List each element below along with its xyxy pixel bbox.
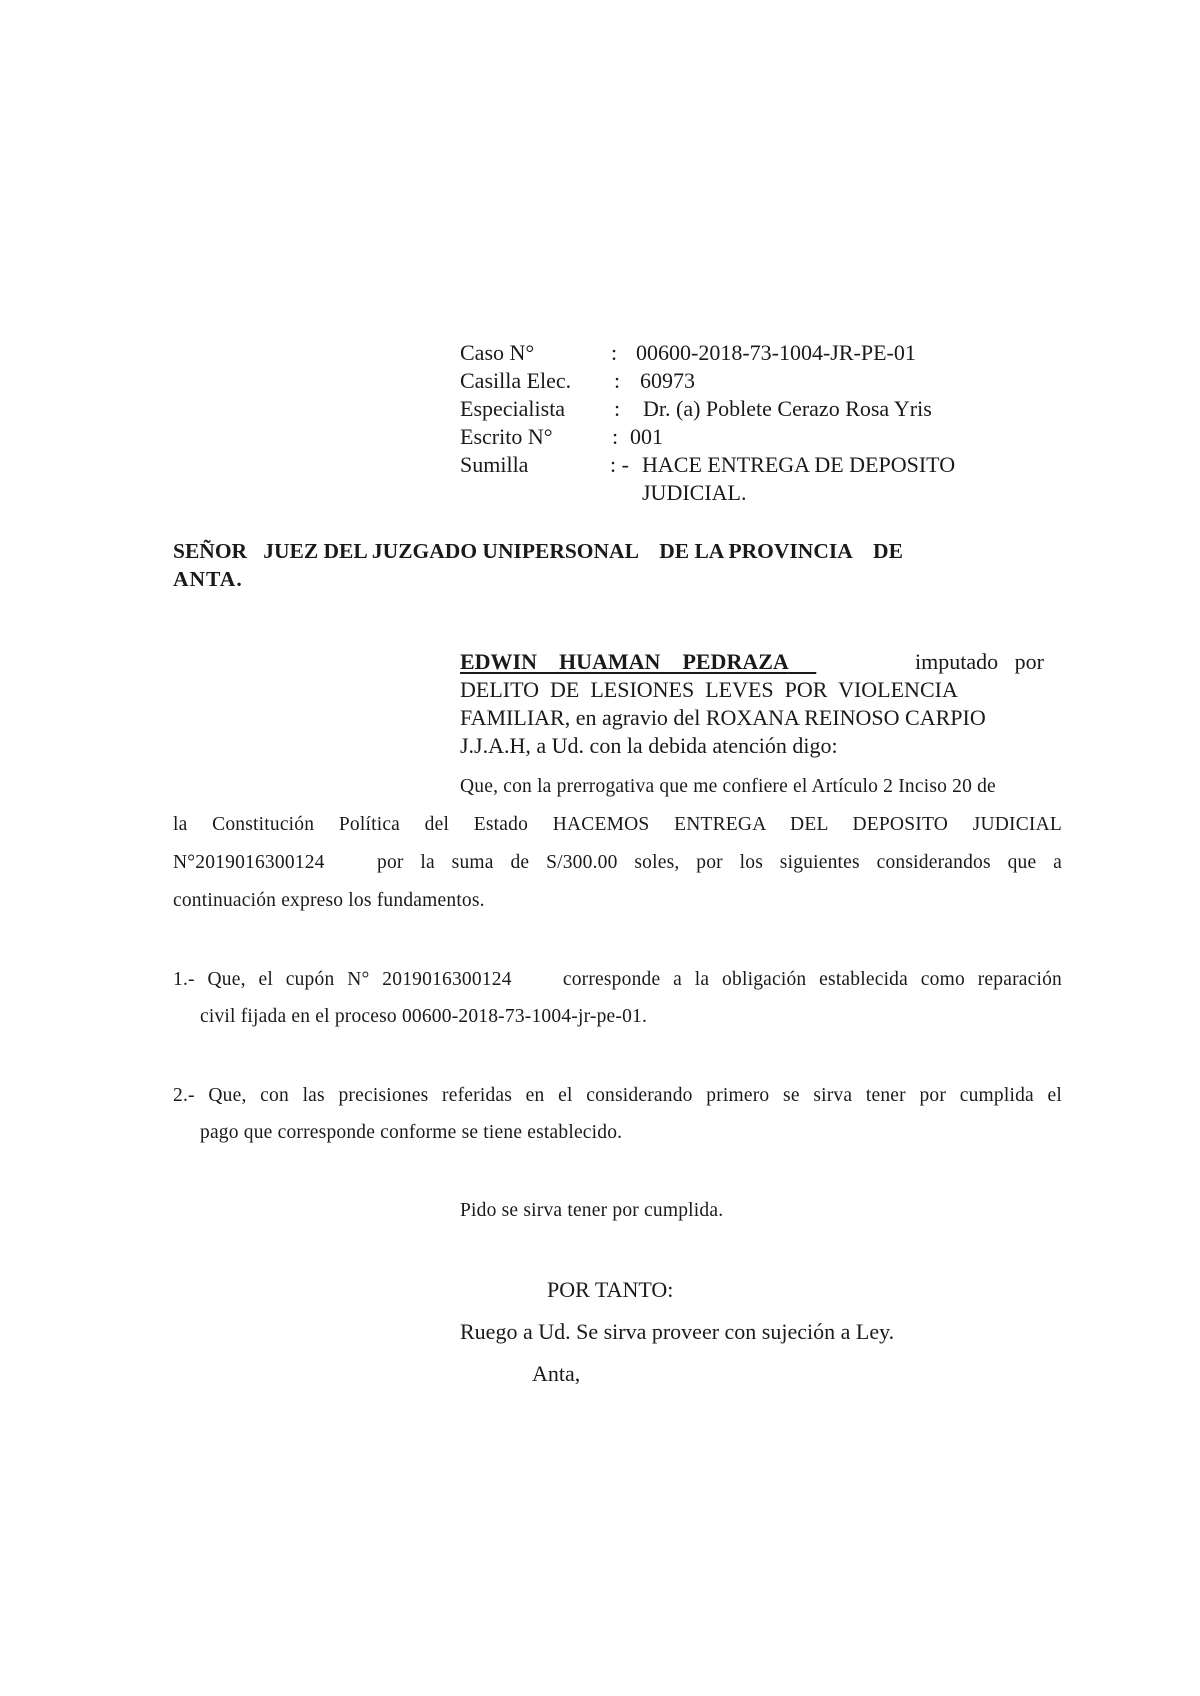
specialist-label: Especialista bbox=[460, 396, 566, 421]
writ-number-separator: : bbox=[612, 424, 619, 449]
specialist-value: Dr. (a) Poblete Cerazo Rosa Yris bbox=[643, 396, 932, 421]
item-2-line-1: 2.- Que, con las precisiones referidas en el considerando primero se sirva tener por cumplida el bbox=[173, 1085, 1062, 1106]
request-line: Pido se sirva tener por cumplida. bbox=[460, 1200, 724, 1221]
item-2-line-2: pago que corresponde conforme se tiene establecido. bbox=[200, 1122, 623, 1143]
case-number-separator: : bbox=[611, 340, 618, 365]
defendant-role: imputado por bbox=[915, 649, 1044, 674]
paragraph-line-2: la Constitución Política del Estado HACEMOS ENTREGA DEL DEPOSITO JUDICIAL bbox=[173, 814, 1062, 835]
paragraph-line-1: Que, con la prerrogativa que me confiere el Artículo 2 Inciso 20 de bbox=[460, 776, 996, 797]
casilla-label: Casilla Elec. bbox=[460, 368, 572, 393]
item-1-line-1: 1.- Que, el cupón N° 2019016300124 corresponde a la obligación establecida como reparación bbox=[173, 969, 1062, 990]
place-line: Anta, bbox=[532, 1361, 581, 1386]
writ-number-value: 001 bbox=[630, 424, 663, 449]
writ-number-label: Escrito N° bbox=[460, 424, 553, 449]
intro-line-2: DELITO DE LESIONES LEVES POR VIOLENCIA bbox=[460, 677, 958, 702]
sumilla-value-continued: JUDICIAL. bbox=[642, 480, 747, 505]
specialist-separator: : bbox=[614, 396, 621, 421]
casilla-value: 60973 bbox=[640, 368, 695, 393]
casilla-separator: : bbox=[614, 368, 621, 393]
paragraph-line-4: continuación expreso los fundamentos. bbox=[173, 890, 485, 911]
defendant-name: EDWIN HUAMAN PEDRAZA bbox=[460, 649, 789, 674]
addressee-line-2: ANTA. bbox=[173, 567, 243, 591]
intro-line-3: FAMILIAR, en agravio del ROXANA REINOSO CARPIO bbox=[460, 705, 986, 730]
sumilla-separator: : - bbox=[610, 452, 629, 477]
item-1-line-2: civil fijada en el proceso 00600-2018-73-1004-jr-pe-01. bbox=[200, 1006, 648, 1027]
addressee-line-1: SEÑOR JUEZ DEL JUZGADO UNIPERSONAL DE LA PROVINCIA DE bbox=[173, 539, 903, 563]
ruego-line: Ruego a Ud. Se sirva proveer con sujeción a Ley. bbox=[460, 1319, 895, 1344]
intro-line-4: J.J.A.H, a Ud. con la debida atención digo: bbox=[460, 733, 838, 758]
deposit-number: N°2019016300124 bbox=[173, 852, 325, 873]
sumilla-value: HACE ENTREGA DE DEPOSITO bbox=[642, 452, 956, 477]
case-number-value: 00600-2018-73-1004-JR-PE-01 bbox=[636, 340, 916, 365]
case-number-label: Caso N° bbox=[460, 340, 535, 365]
por-tanto: POR TANTO: bbox=[547, 1277, 674, 1302]
paragraph-line-3: por la suma de S/300.00 soles, por los siguientes considerandos que a bbox=[377, 852, 1062, 873]
sumilla-label: Sumilla bbox=[460, 452, 529, 477]
